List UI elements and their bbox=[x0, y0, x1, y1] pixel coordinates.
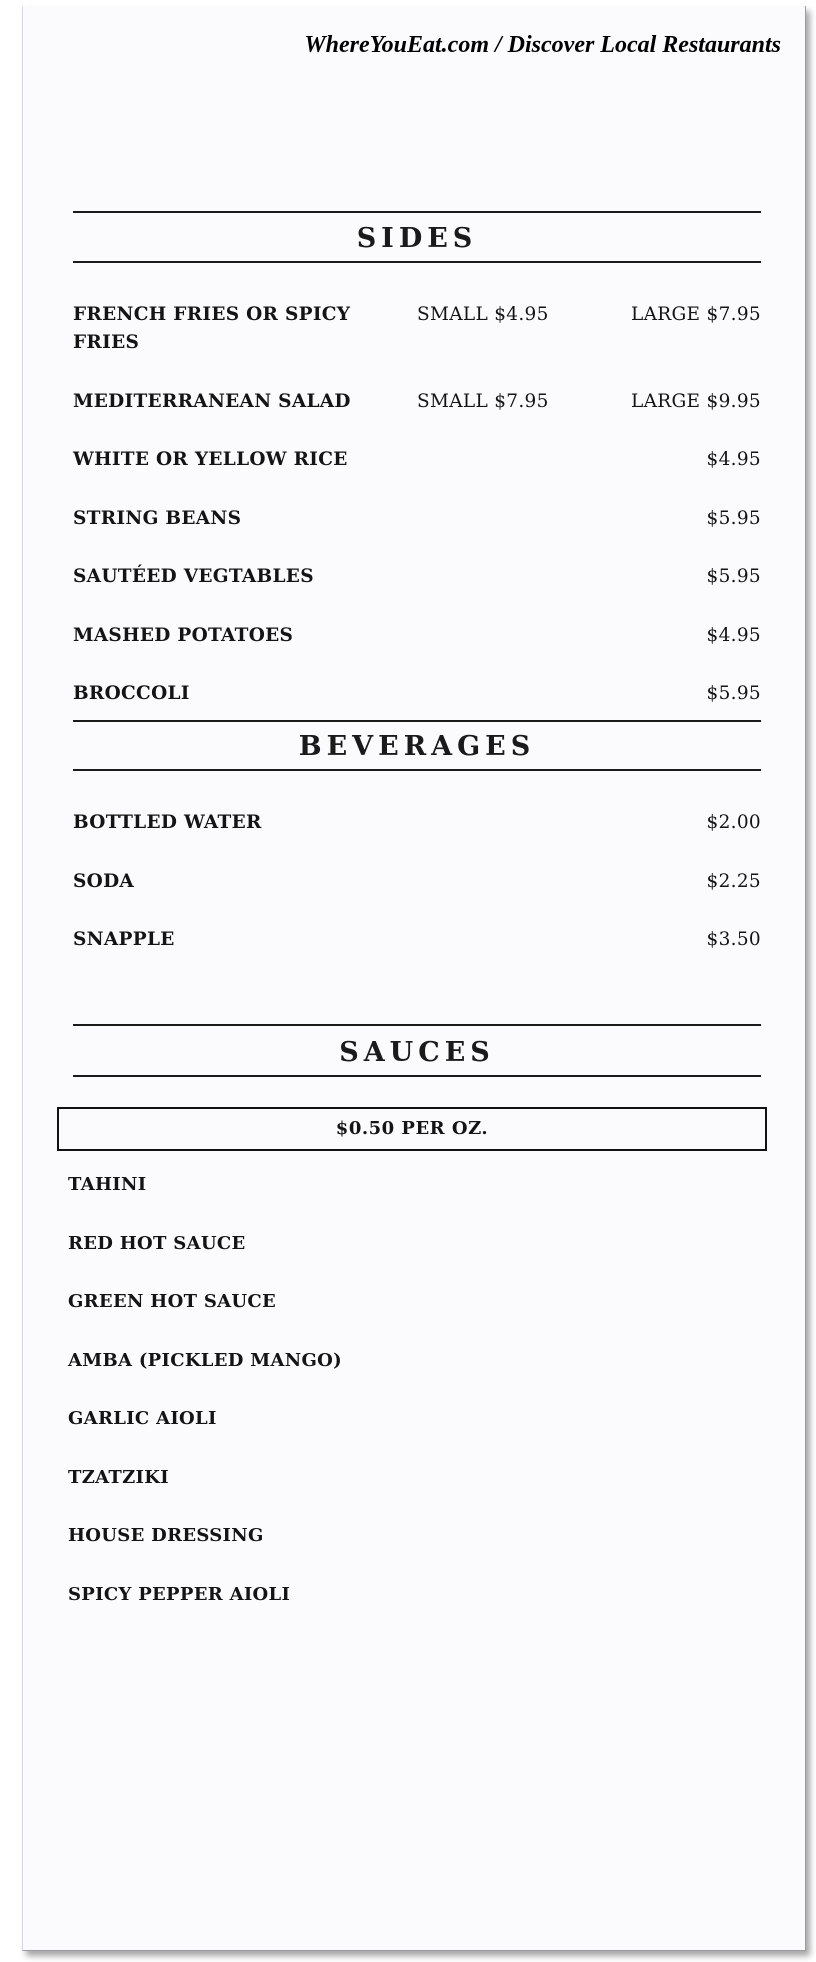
item-price: $4.95 bbox=[706, 449, 761, 470]
item-price: $3.50 bbox=[706, 929, 761, 950]
item-name: STRING BEANS bbox=[73, 508, 242, 529]
item-name: MASHED POTATOES bbox=[73, 625, 294, 646]
sauce-item: SPICY PEPPER AIOLI bbox=[68, 1584, 291, 1605]
sauces-title: SAUCES bbox=[339, 1037, 495, 1068]
menu-page bbox=[22, 6, 806, 1951]
sauce-item: GARLIC AIOLI bbox=[68, 1408, 217, 1429]
item-name: SODA bbox=[73, 871, 135, 892]
sides-top-rule bbox=[73, 211, 761, 213]
item-price: $5.95 bbox=[706, 508, 761, 529]
item-price: $2.25 bbox=[706, 871, 761, 892]
item-name: BROCCOLI bbox=[73, 683, 190, 704]
beverages-title: BEVERAGES bbox=[298, 731, 536, 762]
item-name: SAUTÉED VEGTABLES bbox=[73, 566, 314, 587]
sauces-bottom-rule bbox=[73, 1075, 761, 1077]
item-price: $5.95 bbox=[706, 683, 761, 704]
item-price-large: LARGE $9.95 bbox=[631, 391, 761, 412]
sauce-item: TZATZIKI bbox=[68, 1467, 169, 1488]
item-price: $5.95 bbox=[706, 566, 761, 587]
sauce-item: HOUSE DRESSING bbox=[68, 1525, 264, 1546]
sauce-item: AMBA (PICKLED MANGO) bbox=[68, 1350, 342, 1371]
sauce-item: TAHINI bbox=[68, 1174, 147, 1195]
sauce-price-note: $0.50 PER OZ. bbox=[57, 1107, 767, 1151]
item-price-large: LARGE $7.95 bbox=[631, 304, 761, 325]
item-price: $2.00 bbox=[706, 812, 761, 833]
beverages-top-rule bbox=[73, 720, 761, 722]
item-name: SNAPPLE bbox=[73, 929, 175, 950]
item-name: FRENCH FRIES OR SPICY FRIES bbox=[73, 304, 351, 353]
sides-bottom-rule bbox=[73, 261, 761, 263]
sauce-item: RED HOT SAUCE bbox=[68, 1233, 246, 1254]
site-header[interactable]: WhereYouEat.com / Discover Local Restaurants bbox=[304, 32, 781, 58]
item-name: MEDITERRANEAN SALAD bbox=[73, 391, 351, 412]
item-name: WHITE OR YELLOW RICE bbox=[73, 449, 348, 470]
item-name: BOTTLED WATER bbox=[73, 812, 262, 833]
item-price-small: SMALL $7.95 bbox=[417, 391, 549, 412]
beverages-bottom-rule bbox=[73, 769, 761, 771]
item-price: $4.95 bbox=[706, 625, 761, 646]
sauce-item: GREEN HOT SAUCE bbox=[68, 1291, 277, 1312]
item-price-small: SMALL $4.95 bbox=[417, 304, 549, 325]
sides-title: SIDES bbox=[356, 223, 478, 254]
sauces-top-rule bbox=[73, 1024, 761, 1026]
